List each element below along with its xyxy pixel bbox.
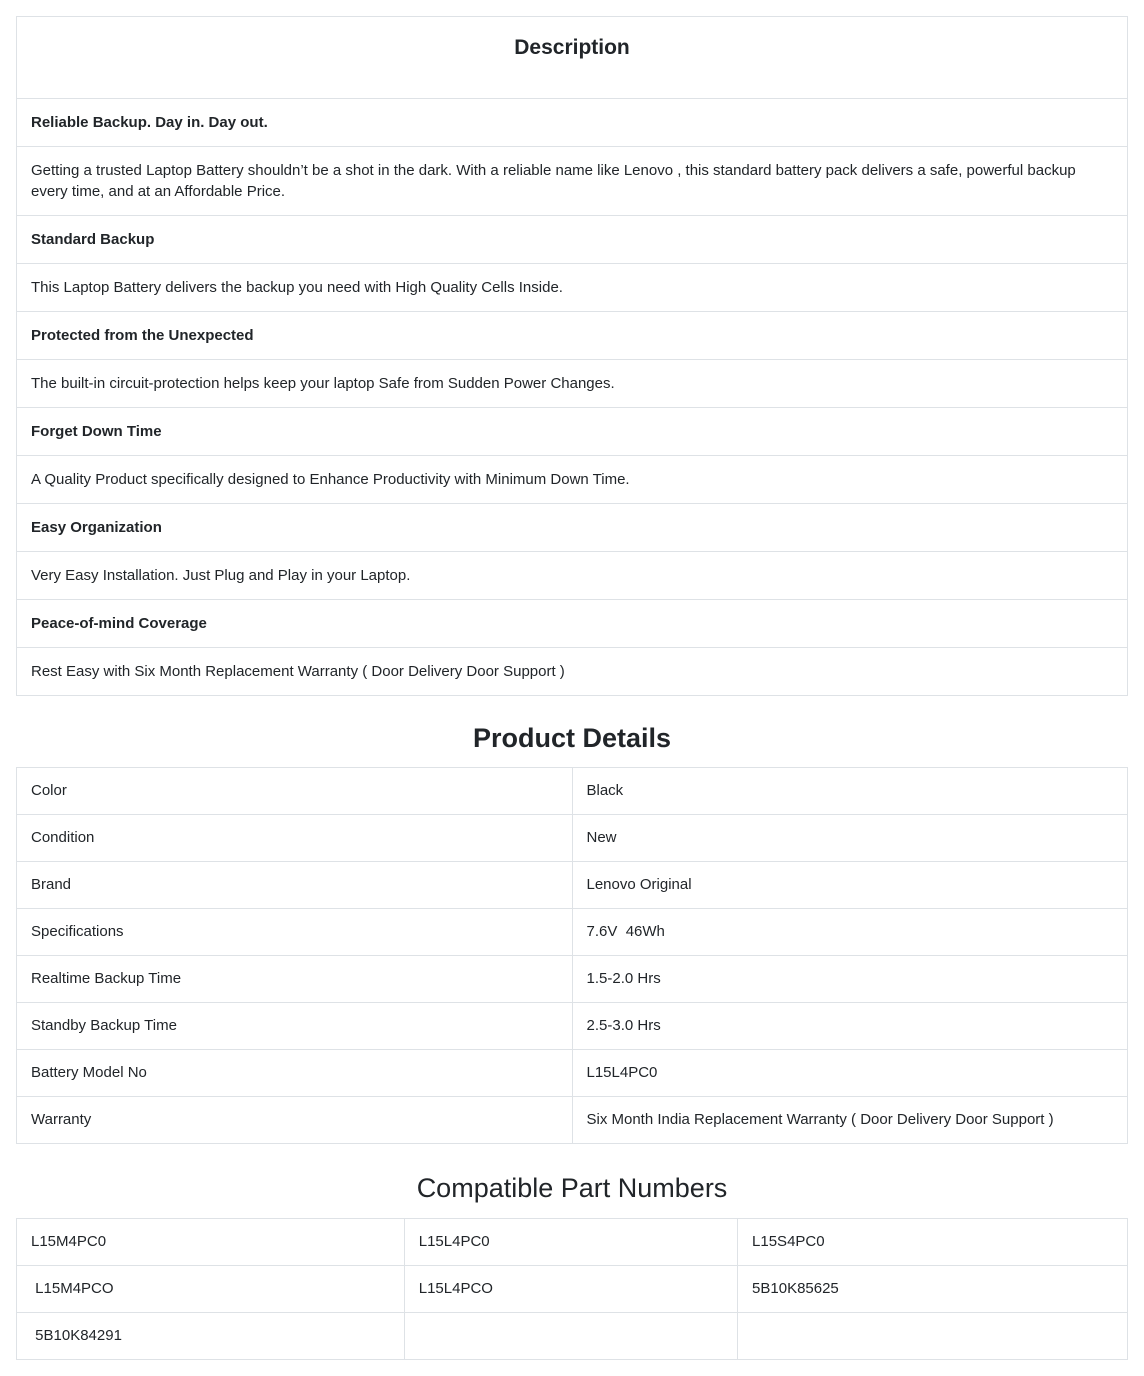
description-heading-row: Peace-of-mind Coverage	[17, 600, 1127, 648]
description-text-row: A Quality Product specifically designed to Enhance Productivity with Minimum Down Time.	[17, 456, 1127, 504]
table-row	[17, 1266, 1128, 1313]
detail-value: 1.5-2.0 Hrs	[572, 956, 1128, 1003]
description-heading-row: Easy Organization	[17, 504, 1127, 552]
part-number-cell: L15S4PC0	[738, 1219, 1128, 1266]
table-row	[17, 1097, 1128, 1144]
table-row	[17, 862, 1128, 909]
description-text-row: Rest Easy with Six Month Replacement Warranty ( Door Delivery Door Support )	[31, 663, 565, 680]
detail-value: L15L4PC0	[572, 1050, 1128, 1097]
detail-label: Warranty	[17, 1097, 573, 1144]
part-number-cell: 5B10K85625	[738, 1266, 1128, 1313]
detail-label: Battery Model No	[17, 1050, 573, 1097]
product-details-table	[16, 767, 1128, 1144]
detail-label: Condition	[17, 815, 573, 862]
description-section	[16, 16, 1128, 696]
part-number-cell: 5B10K84291	[17, 1313, 405, 1360]
description-heading-row: Protected from the Unexpected	[17, 312, 1127, 360]
compatible-parts-table	[16, 1218, 1128, 1360]
detail-label: Color	[17, 768, 573, 815]
table-row	[17, 1313, 1128, 1360]
description-heading-row: Forget Down Time	[17, 408, 1127, 456]
table-row	[17, 956, 1128, 1003]
description-section-title: Description	[17, 17, 1127, 99]
table-row	[17, 768, 1128, 815]
detail-value: 2.5-3.0 Hrs	[572, 1003, 1128, 1050]
detail-value: 7.6V 46Wh	[572, 909, 1128, 956]
description-text-row: This Laptop Battery delivers the backup you need with High Quality Cells Inside.	[17, 264, 1127, 312]
part-number-cell: L15M4PC0	[17, 1219, 405, 1266]
table-row	[17, 1050, 1128, 1097]
detail-value: New	[572, 815, 1128, 862]
compatible-parts-title: Compatible Part Numbers	[416, 1173, 728, 1203]
part-number-cell	[738, 1313, 1128, 1360]
detail-value: Black	[572, 768, 1128, 815]
table-row	[17, 1219, 1128, 1266]
part-number-cell: L15L4PCO	[404, 1266, 737, 1313]
detail-label: Standby Backup Time	[17, 1003, 573, 1050]
description-text-row: Getting a trusted Laptop Battery shouldn’t be a shot in the dark. With a reliable name like Lenovo , this standard battery pack delivers a safe, powerful backup every time, and at an Affordable Price.	[17, 147, 1127, 216]
part-number-cell: L15M4PCO	[17, 1266, 405, 1313]
description-heading-row: Standard Backup	[17, 216, 1127, 264]
description-text-row: Very Easy Installation. Just Plug and Play in your Laptop.	[17, 552, 1127, 600]
product-details-title: Product Details	[472, 723, 672, 753]
table-row	[17, 909, 1128, 956]
detail-value: Lenovo Original	[572, 862, 1128, 909]
detail-label: Realtime Backup Time	[17, 956, 573, 1003]
part-number-cell: L15L4PC0	[404, 1219, 737, 1266]
description-heading-row: Reliable Backup. Day in. Day out.	[17, 99, 1127, 147]
description-text-row: The built-in circuit-protection helps keep your laptop Safe from Sudden Power Changes.	[17, 360, 1127, 408]
table-row	[17, 1003, 1128, 1050]
part-number-cell	[404, 1313, 737, 1360]
table-row	[17, 815, 1128, 862]
detail-value: Six Month India Replacement Warranty ( Door Delivery Door Support )	[572, 1097, 1128, 1144]
detail-label: Specifications	[17, 909, 573, 956]
detail-label: Brand	[17, 862, 573, 909]
